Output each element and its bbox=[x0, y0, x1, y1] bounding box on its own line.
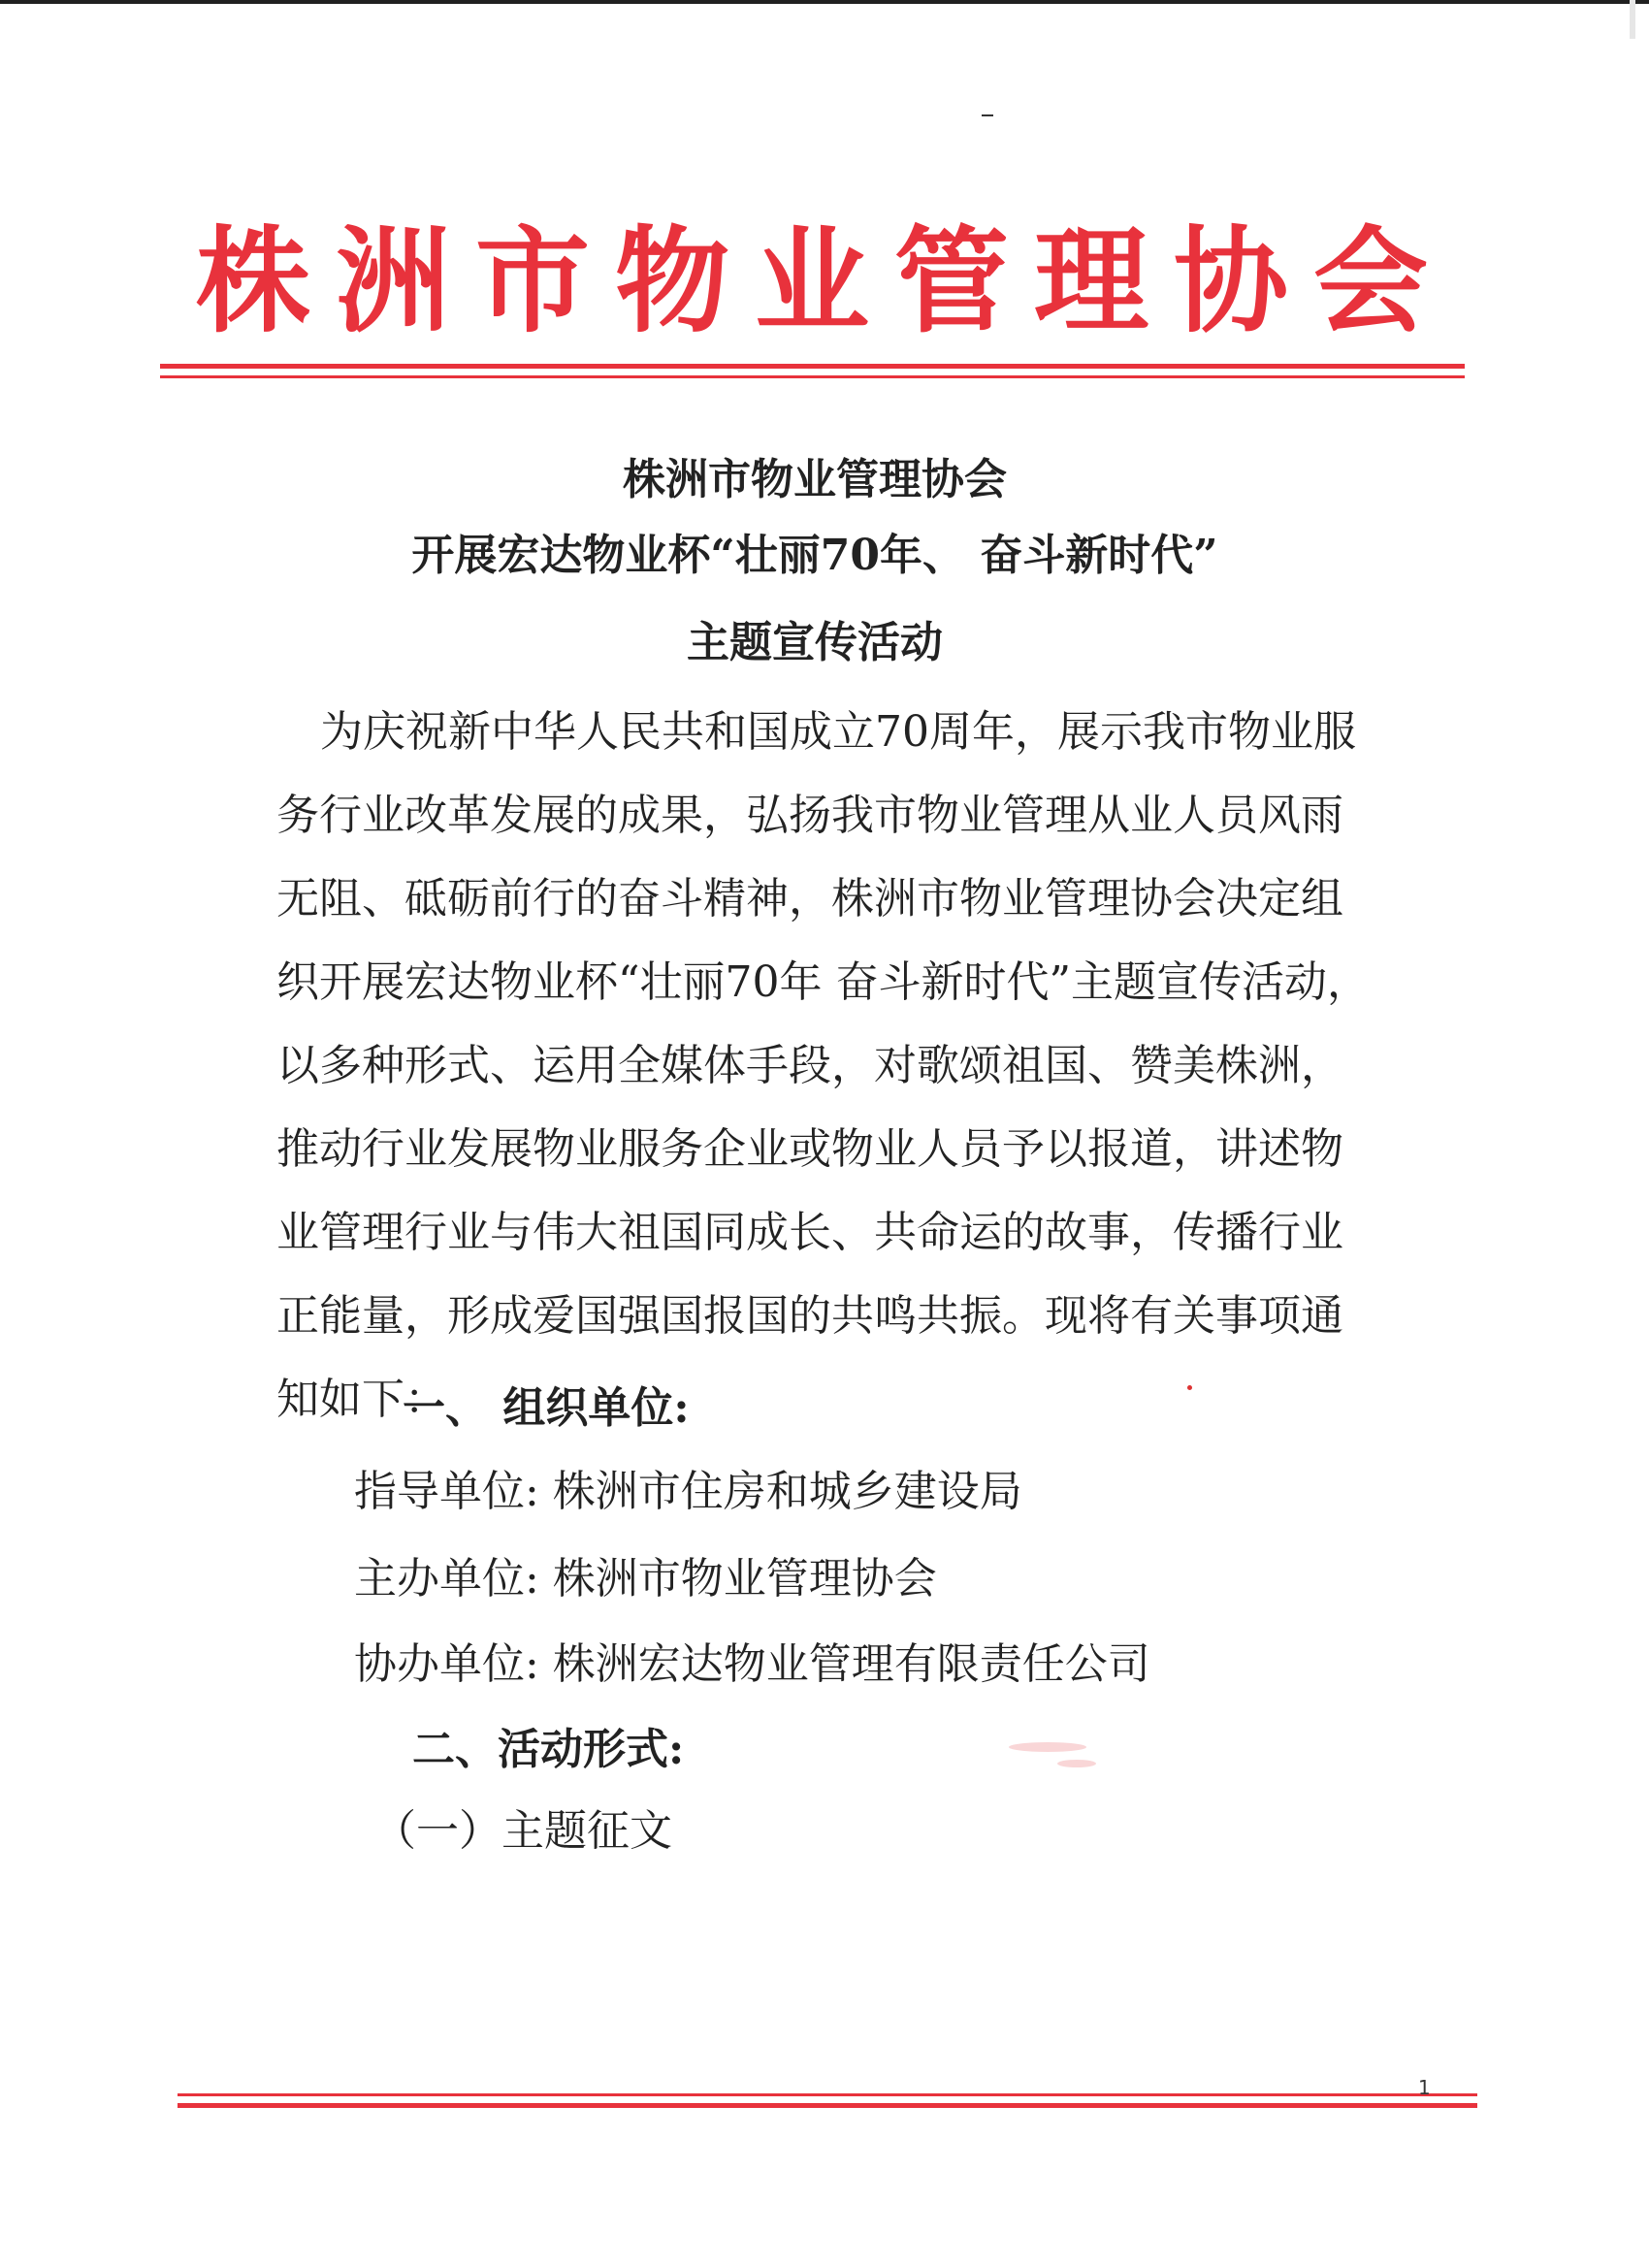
seal-residue-mark bbox=[1009, 1742, 1086, 1752]
letterhead-rule-thick bbox=[160, 364, 1465, 369]
co-organizer-line: 协办单位: 株洲宏达物业管理有限责任公司 bbox=[354, 1639, 1150, 1689]
document-title-line-1: 株洲市物业管理协会 bbox=[623, 455, 1007, 504]
scan-mark bbox=[982, 114, 993, 116]
red-ink-dot bbox=[1187, 1385, 1192, 1390]
footer-rule-thick bbox=[178, 2103, 1477, 2108]
scan-border-right bbox=[1630, 0, 1635, 39]
host-unit-line: 主办单位: 株洲市物业管理协会 bbox=[354, 1554, 937, 1604]
scan-border-top bbox=[0, 0, 1649, 4]
guiding-unit-line: 指导单位: 株洲市住房和城乡建设局 bbox=[354, 1467, 1022, 1516]
document-title-line-2: 开展宏达物业杯“壮丽70年、 奋斗新时代” bbox=[411, 531, 1218, 580]
seal-residue-mark bbox=[1057, 1760, 1096, 1767]
section-heading-activity-form: 二、活动形式: bbox=[412, 1725, 685, 1774]
subsection-theme-essay: （一）主题征文 bbox=[373, 1806, 672, 1856]
letterhead-title: 株洲市物业管理协会 bbox=[195, 214, 1453, 348]
body-paragraph: 为庆祝新中华人民共和国成立70周年，展示我市物业服务行业改革发展的成果，弘扬我市物业管理从业人员风雨无阻、砥砺前行的奋斗精神，株洲市物业管理协会决定组织开展宏达物业杯“壮丽70年 奋斗新时代”主题宣传活动，以多种形式、运用全媒体手段，对歌颂祖国、赞美株洲，推动行业发展物业服务企业或物业人员予以报道，讲述物业管理行业与伟大祖国同成长、共命运的故事，传播行业正能量，形成爱国强国报国的共鸣共振。现将有关事项通知如下： bbox=[276, 707, 1370, 1424]
letterhead-rule-thin bbox=[160, 375, 1465, 378]
document-title-line-3: 主题宣传活动 bbox=[687, 618, 943, 667]
footer-rule-thin bbox=[178, 2093, 1477, 2096]
page-number: 1 bbox=[1418, 2076, 1431, 2099]
section-heading-organizers: 一、 组织单位: bbox=[403, 1383, 690, 1433]
